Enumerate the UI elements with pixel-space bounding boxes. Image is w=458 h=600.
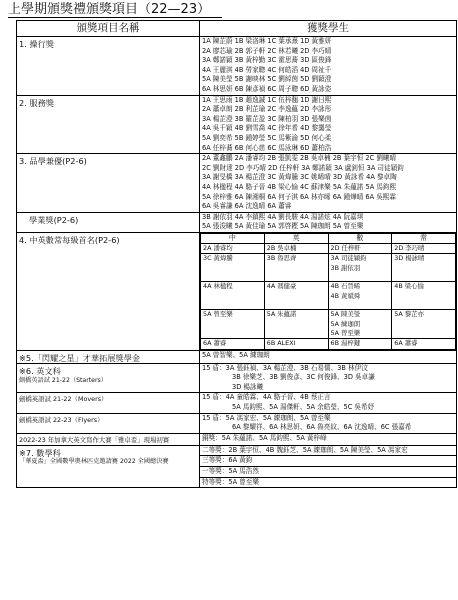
english-label: ※6. 英文科 劍橋英語試 21-22（Starters）	[17, 363, 200, 393]
english-movers-row	[17, 393, 457, 413]
top-cell: 5A 曾至樂	[201, 310, 265, 339]
english-flyers-row	[17, 413, 457, 433]
student-line: 4A 王麗淇 4B 勞家聰 4C 何皓滔 4D 周祉千	[202, 65, 332, 74]
student-line: 3D 楊詠曦	[232, 382, 264, 391]
student-line: 15 盾：5A 馮家宏、5A 練珈朗、5A 曾至樂	[202, 413, 331, 422]
conduct-label: 1. 操行獎	[17, 37, 200, 96]
top-cell: 4B 石晉晞 4B 黃斌舜	[328, 282, 392, 310]
student-line: 1A 王思雨 1B 趙逸誠 1C 伍梓翹 1D 謝日熙	[202, 95, 332, 104]
english-starters-students	[200, 363, 457, 393]
academic-row	[17, 154, 457, 213]
learning-students	[200, 212, 457, 232]
student-line: 2A 蕭卓朗 2B 利芷瑜 2C 李逸蘊 2D 李詠彤	[202, 105, 332, 114]
top-row	[17, 232, 457, 350]
top-cell: 2D 李巧晴	[392, 244, 456, 254]
title-underline	[8, 17, 222, 18]
english-item-name: 劍橋英語試 22-23（Flyers）	[17, 413, 200, 433]
conduct-students	[200, 37, 457, 96]
student-line: 3A 謝旻橋 3A 楊芷澄 3C 黃煒騰 3C 姚晞晴 3D 黃詠希 4A 黎卓陶	[202, 173, 397, 182]
service-label: 2. 服務獎	[17, 95, 200, 154]
top-cell: 5A 陳美瑩 5A 練珈朗 5A 曾至樂	[328, 310, 392, 339]
student-line: 4A 吳千穎 4B 劉雪喬 4C 徐年希 4D 黎靄瑩	[202, 124, 332, 133]
student-line: 5A 徐梓雅 6A 陳湘桐 6A 何子淇 6A 林亦晞 6A 鍾燁晴 6A 吳熙霖	[202, 192, 396, 201]
english-writing-students	[200, 433, 457, 445]
top-cell: 4B 梁心愉	[392, 282, 456, 310]
top-cell: 3B 魯思齊	[264, 254, 328, 282]
student-line: 一等獎：5A 馬浩然	[200, 467, 456, 478]
english-movers-students	[200, 393, 457, 413]
student-line: 5A 張浚曦 5A 黃佳瑜 5A 郭啓鏗 5A 陳珈朗 5A 曾至樂	[202, 222, 364, 231]
student-line: 5A 馬鈞熙、5A 湯傑軒、5A 余皓瑩、5C 吳希妤	[232, 403, 375, 412]
top-cell: 6B ALEXI	[264, 339, 328, 349]
math-students	[200, 445, 457, 487]
student-line: 6A 黎耀祥、6A 林思妍、6A 魯亮紋、6A 沈逸晴、6C 張嘉希	[232, 423, 412, 432]
english-item-name: 劍橋英語試 21-22（Starters）	[19, 376, 107, 384]
student-line: 6A 林思妍 6B 陳彥禎 6C 周子聰 6D 黃詠姿	[202, 84, 332, 93]
top-cell: 6A 蕭睿	[201, 339, 265, 349]
top-cell: 3D 楊詠晴	[392, 254, 456, 282]
top-cell: 6A 蕭睿	[392, 339, 456, 349]
learning-row	[17, 212, 457, 232]
student-line: 3B 謝依羽 4A 李鎮熙 4A 劉長駿 4A 湯諾炫 4A 阮嘉琪	[202, 212, 364, 221]
student-line: 6A 吳睿謙 6A 沈逸晴 6A 蕭睿	[202, 202, 292, 211]
math-label: ※7. 數學科 「華夏盃」全國數學奧林匹克邀請賽 2022 全國總決賽	[17, 445, 200, 487]
student-line: 3A 鄭諾穎 3B 黃梓勤 3C 霍思蕎 3D 區俊鋒	[202, 56, 332, 65]
student-line: 5A 陳美瑩 5B 謝映林 5C 劉綽茵 5D 劉穎澄	[202, 75, 332, 84]
header-award-name: 頒獎項目名稱	[17, 21, 200, 37]
top-cell: 2B 吳卓楠	[264, 244, 328, 254]
student-line: 5A 劉奕希 5B 鍾婷瑩 5C 馬紫渝 5D 何心柔	[202, 133, 332, 142]
top-cell: 5A 黎芷亦	[392, 310, 456, 339]
english-item-name: 2022-23 年加拿大英文寫作大賽「雅卓盃」現場初賽	[17, 433, 200, 445]
math-competition-name: 「華夏盃」全國數學奧林匹克邀請賽 2022 全國總決賽	[19, 457, 169, 465]
top-label: 4. 中英數常每級首名(P2-6)	[17, 232, 200, 350]
student-line: 銅獎：5A 朱蘊諾、5A 馬鈞熙、5A 黃梓峰	[202, 433, 327, 442]
col-general: 常	[392, 233, 456, 243]
star-label: ※5.「閃耀之星」才華拓展獎學金	[17, 350, 200, 363]
academic-students	[200, 154, 457, 213]
student-line: 1A 陳芷蔚 1B 梁洛琳 1C 葉承熹 1D 黃雅妍	[202, 37, 332, 45]
learning-label: 學業獎(P2-6)	[17, 212, 200, 232]
student-line: 15 盾：4A 童皓霖、4A 駱子晉、4B 蔡正言	[202, 393, 331, 402]
col-chinese: 中	[201, 233, 265, 243]
top-students	[200, 232, 457, 350]
english-item-name: 劍橋英語試 21-22（Movers）	[17, 393, 200, 413]
student-line: 2A 董鑫鵬 2A 潘睿均 2B 張凱雯 2B 吳卓楠 2B 葉宇恒 2C 劉曦晴	[202, 154, 397, 163]
header-row	[17, 21, 457, 37]
student-line: 6A 任梓蕎 6B 何心慈 6C 馬泳琳 6D 蕭柏浩	[202, 143, 332, 152]
subject-top-table	[200, 233, 456, 350]
english-header-row	[17, 363, 457, 393]
conduct-row	[17, 37, 457, 96]
student-line: 15 盾：3A 張鈺禎、3A 楊芷澄、3B 石易儒、3B 林伊汶	[202, 363, 368, 372]
col-math: 數	[328, 233, 392, 243]
star-students: 5A 曾智樂、5A 練珈朗	[200, 350, 457, 363]
top-cell: 3A 司徒穎鈞 3B 謝依羽	[328, 254, 392, 282]
top-cell: 6B 湯梓鍵	[328, 339, 392, 349]
service-students	[200, 95, 457, 154]
col-english: 英	[264, 233, 328, 243]
student-line: 3B 徐樂芝、3B 劉俊彥、3C 何俊鋒、3D 吳卓謙	[232, 373, 375, 382]
student-line: 3A 楊芷澄 3B 羅芷盈 3C 陳柏羽 3D 張樂茵	[202, 114, 332, 123]
student-line: 2C 劉財達 2D 李巧晴 2D 任梓軒 3A 鄭諾穎 3A 盧釗恒 3A 司徒穎鈞	[202, 163, 404, 172]
top-cell: 2A 潘睿均	[201, 244, 265, 254]
english-writing-row	[17, 433, 457, 445]
student-line: 特等獎：5A 曾至樂	[202, 477, 259, 486]
top-cell: 4A 馮健豪	[264, 282, 328, 310]
top-cell: 3C 黃煒騰	[201, 254, 265, 282]
service-row	[17, 95, 457, 154]
awards-table	[16, 20, 457, 488]
student-line: 三等獎：6A 黃鈞	[200, 456, 456, 467]
top-cell: 5A 朱蘊諾	[264, 310, 328, 339]
top-cell: 2D 任梓軒	[328, 244, 392, 254]
student-line: 4A 林楹程 4A 駱子晉 4B 梁心愉 4C 蘇津樂 5A 朱蘊諾 5A 馬鈞熙	[202, 182, 397, 191]
page-title: 上學期頒獎禮頒獎項目（22—23）	[8, 2, 211, 17]
english-flyers-students	[200, 413, 457, 433]
header-students: 獲獎學生	[200, 21, 457, 37]
star-row	[17, 350, 457, 363]
student-line: 二等獎：2B 葉宇恒、4B 魏鈺芝、5A 練珈朗、5A 陳美瑩、5A 馮家宏	[200, 446, 456, 457]
math-row	[17, 445, 457, 487]
student-line: 2A 廖芯瑜 2B 郭子軒 2C 林若曦 2D 李巧晴	[202, 46, 332, 55]
academic-label: 3. 品學兼優(P2-6)	[17, 154, 200, 213]
top-cell: 4A 林楹程	[201, 282, 265, 310]
